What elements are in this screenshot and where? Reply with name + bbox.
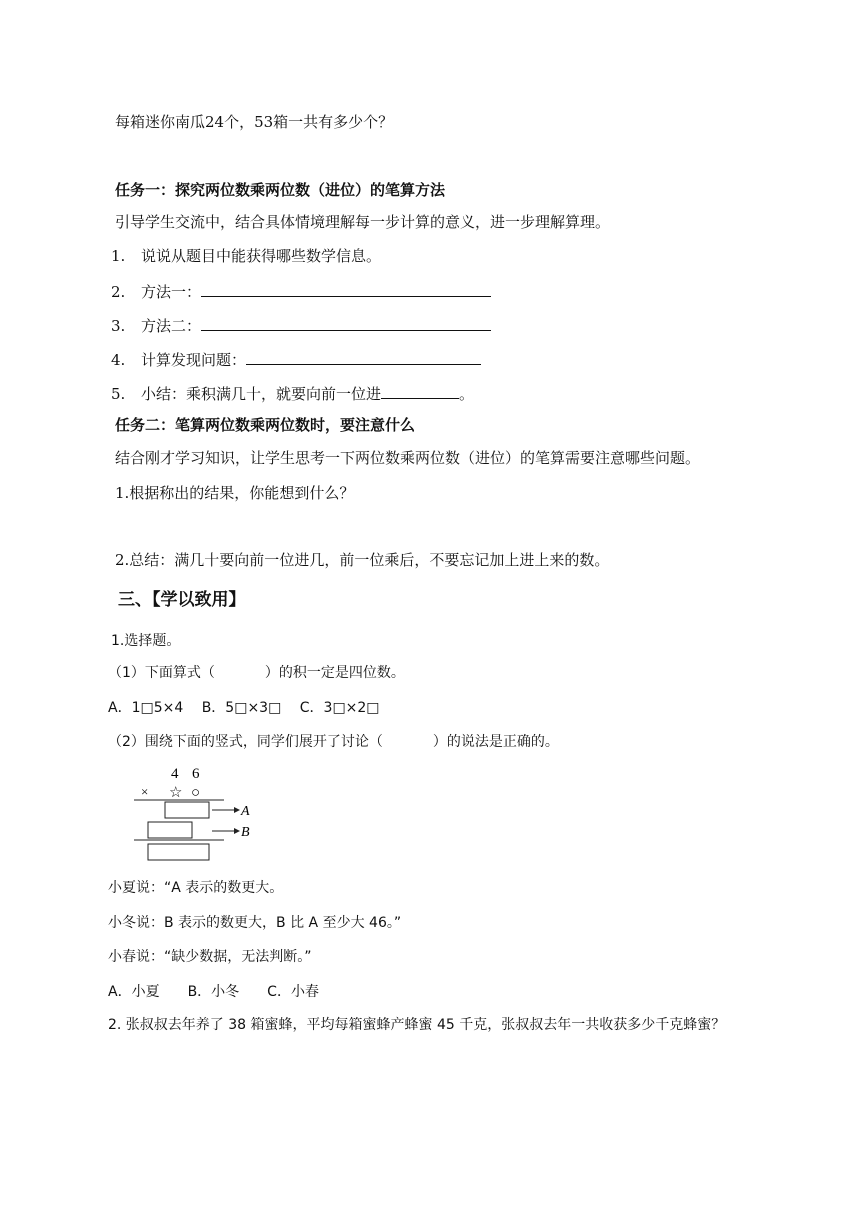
statement-xiaochun: 小春说：“缺少数据，无法判断。” (108, 949, 312, 965)
label-a: A (241, 804, 250, 819)
choice-question-2-options: A．小夏 B．小冬 C．小春 (108, 984, 319, 1000)
answer-blank[interactable] (201, 282, 491, 297)
circle-digit: ○ (191, 785, 201, 801)
answer-blank[interactable] (201, 316, 491, 331)
times-sign: × (141, 784, 149, 799)
vertical-multiplication-figure (128, 762, 258, 864)
label-b: B (241, 825, 250, 840)
choice-title: 1.选择题。 (111, 633, 181, 649)
item-text: 方法一： (141, 283, 202, 301)
question-suffix: ）的说法是正确的。 (432, 734, 559, 750)
task2-title: 任务二：笔算两位数乘两位数时，要注意什么 (115, 416, 416, 434)
task1-item-5 (111, 384, 474, 403)
answer-blank[interactable] (246, 350, 481, 365)
partial-product-a-box (165, 802, 209, 818)
item-text: 说说从题目中能获得哪些数学信息。 (141, 247, 382, 265)
item-number: 4. (111, 351, 126, 369)
statement-xiaodong: 小冬说：B 表示的数更大，B 比 A 至少大 46。” (108, 915, 402, 931)
product-box (148, 844, 209, 860)
question-prefix: （1）下面算式（ (108, 665, 215, 681)
task1-item-3 (111, 316, 491, 335)
item-text: 小结：乘积满几十，就要向前一位进 (141, 385, 382, 403)
partial-product-b-box (148, 822, 192, 838)
arrow-a-head (234, 807, 240, 813)
task2-question-1: 1.根据称出的结果，你能想到什么？ (115, 484, 355, 502)
answer-blank[interactable] (381, 384, 459, 399)
item-text: 方法二： (141, 317, 202, 335)
choice-question-1 (108, 664, 405, 682)
task2-guide: 结合刚才学习知识，让学生思考一下两位数乘两位数（进位）的笔算需要注意哪些问题。 (115, 449, 701, 467)
task1-guide: 引导学生交流中，结合具体情境理解每一步计算的意义，进一步理解算理。 (115, 213, 611, 231)
item-number: 3. (111, 317, 126, 335)
statement-xiaoxia: 小夏说：“A 表示的数更大。 (108, 880, 284, 896)
task2-summary: 2.总结：满几十要向前一位进几，前一位乘后，不要忘记加上进上来的数。 (115, 551, 610, 569)
task1-title: 任务一：探究两位数乘两位数（进位）的笔算方法 (115, 181, 446, 199)
item-tail: 。 (459, 385, 475, 403)
application-problem-2: 2. 张叔叔去年养了 38 箱蜜蜂，平均每箱蜜蜂产蜂蜜 45 千克，张叔叔去年一共收获多少千克蜂蜜？ (108, 1017, 726, 1033)
item-text: 计算发现问题： (141, 351, 247, 369)
star-digit: ☆ (169, 785, 183, 801)
digit-top-left: 4 (171, 766, 179, 782)
section3-heading: 三、【学以致用】 (118, 590, 246, 610)
intro-problem: 每箱迷你南瓜24个，53箱一共有多少个？ (115, 113, 394, 131)
task1-item-2 (111, 282, 491, 301)
task1-item-4 (111, 350, 481, 369)
item-number: 1. (111, 247, 126, 265)
task1-item-1 (111, 247, 381, 265)
digit-top-right: 6 (192, 766, 200, 782)
arrow-b-head (234, 828, 240, 834)
choice-question-2 (108, 733, 559, 751)
choice-question-1-options: A．1□5×4 B．5□×3□ C．3□×2□ (108, 700, 380, 716)
item-number: 2. (111, 283, 126, 301)
question-suffix: ）的积一定是四位数。 (264, 665, 405, 681)
item-number: 5. (111, 385, 126, 403)
question-prefix: （2）围绕下面的竖式，同学们展开了讨论（ (108, 734, 383, 750)
